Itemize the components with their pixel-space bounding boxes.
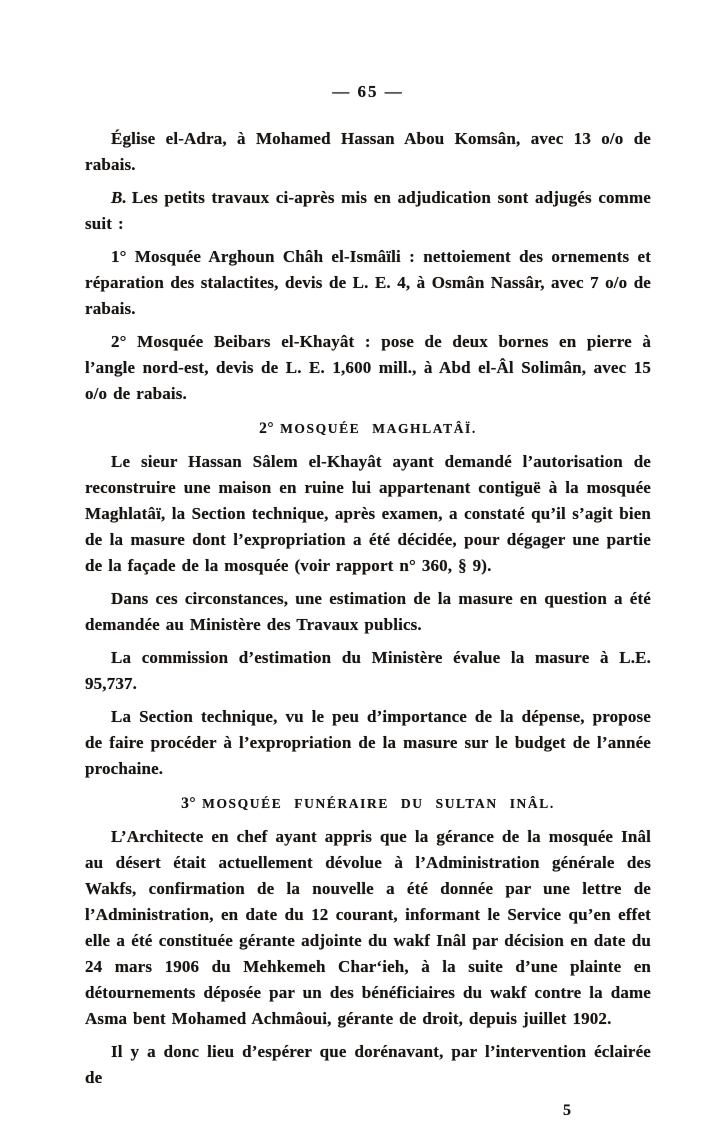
section-number: 2° (259, 420, 275, 437)
section-number: 3° (181, 795, 197, 812)
section-title: MOSQUÉE MAGHLATÂÏ. (280, 421, 477, 436)
signature-mark: 5 (563, 1102, 571, 1119)
paragraph-commission-estimation: La commission d’estimation du Ministère évalue la masure à L.E. 95,737. (85, 648, 651, 693)
list-marker-b: B. (111, 188, 127, 207)
paragraph-il-y-a-donc-lieu: Il y a donc lieu d’espérer que dorénavant, par l’intervention éclairée de (85, 1042, 651, 1087)
section-title: MOSQUÉE FUNÉRAIRE DU SULTAN INÂL. (202, 796, 555, 811)
section-heading-mosquee-maghlatai (85, 420, 651, 438)
list-item-2-mosquee-beibars: 2° Mosquée Beibars el-Khayât : pose de deux bornes en pierre à l’angle nord-est, devis de L. E. 1,600 mill., à Abd el-Âl Solimân, avec 15 o/o de rabais. (85, 332, 651, 403)
page-number: — 65 — (332, 82, 404, 101)
paragraph-eglise-el-adra: Église el-Adra, à Mohamed Hassan Abou Komsân, avec 13 o/o de rabais. (85, 129, 651, 174)
paragraph-architecte-en-chef: L’Architecte en chef ayant appris que la gérance de la mosquée Inâl au désert était actuellement dévolue à l’Administration générale des Wakfs, confirmation de la nouvelle a été donnée par une lettre de l’Administration, en date du 12 courant, informant le Service qu’en effet elle a été constituée gérante adjointe du wakf Inâl par décision en date du 24 mars 1906 du Mehkemeh Char‘ieh, à la suite d’une plainte en détournements déposée par un des bénéficiaires du wakf contre la dame Asma bent Mohamed Achmâoui, gérante de droit, depuis juillet 1902. (85, 827, 651, 1028)
paragraph-sieur-hassan-salem: Le sieur Hassan Sâlem el-Khayât ayant demandé l’autorisation de reconstruire une maison en ruine lui appartenant contiguë à la mosquée Maghlatâï, la Section technique, après examen, a constaté qu’il s’agit bien de la masure dont l’expropriation a été décidée, pour dégager une partie de la façade de la mosquée (voir rapport n° 360, § 9). (85, 452, 651, 575)
section-heading-mosquee-funeraire-inal (85, 795, 651, 813)
paragraph-estimation-demandee: Dans ces circonstances, une estimation de la masure en question a été demandée au Ministère des Travaux publics. (85, 589, 651, 634)
paragraph-petits-travaux (85, 185, 651, 237)
paragraph-section-technique-propose: La Section technique, vu le peu d’importance de la dépense, propose de faire procéder à l’expropriation de la masure sur le budget de l’année prochaine. (85, 707, 651, 778)
text-column (85, 82, 651, 1124)
paragraph-petits-travaux-text: Les petits travaux ci-après mis en adjudication sont adjugés comme suit : (85, 188, 651, 233)
list-item-1-mosquee-arghoun: 1° Mosquée Arghoun Châh el-Ismâïli : nettoiement des ornements et réparation des stalactites, devis de L. E. 4, à Osmân Nassâr, avec 7 o/o de rabais. (85, 247, 651, 318)
